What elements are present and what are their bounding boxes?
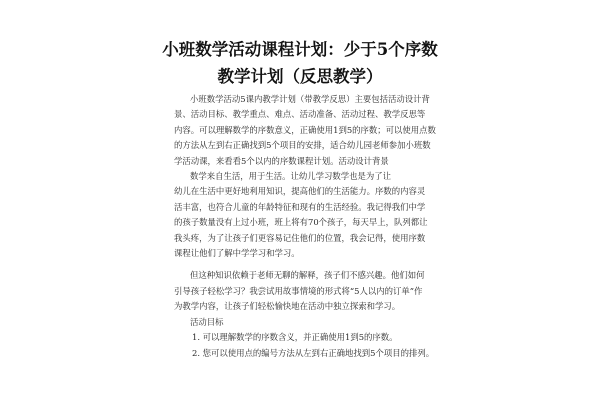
intro-line-5: 学活动课，来看看5个以内的序数课程计划。活动设计背景 (174, 155, 389, 166)
document-title-line-1: 小班数学活动课程计划：少于5个序数 (162, 40, 438, 59)
goal-item-2: 2. 您可以使用点的编号方法从左到右正确地找到5个项目的排列。 (192, 347, 435, 358)
background-line-2: 幼儿在生活中更好地利用知识，提高他们的生活能力。序数的内容灵 (174, 186, 426, 197)
background-line-6: 课程让他们了解中学学习和学习。 (174, 248, 300, 259)
background-line-3: 活丰富，也符合儿童的年龄特征和现有的生活经验。我记得我们中学 (174, 201, 426, 212)
intro-line-2: 景、活动目标、教学重点、难点、活动准备、活动过程、教学反思等 (174, 109, 426, 120)
paragraph-gap (174, 261, 598, 268)
background-line-5: 我头疼，为了让孩子们更容易记住他们的位置，我会记得，使用序数 (174, 232, 426, 243)
section-heading-activity-goals: 活动目标 (190, 316, 224, 327)
background-line-1: 数学来自生活，用于生活。让幼儿学习数学也是为了让 (190, 171, 391, 182)
goal-item-1: 1. 可以理解数学的序数含义，并正确使用1到5的序数。 (192, 332, 398, 343)
document-title-line-2: 教学计划（反思教学） (217, 67, 383, 86)
question-line-2: 引导孩子轻松学习？我尝试用故事情境的形式将“5人以内的订单”作 (174, 285, 423, 296)
question-line-3: 为教学内容，让孩子们轻松愉快地在活动中独立探索和学习。 (174, 301, 401, 312)
intro-line-4: 的方法从左到右正确找到5个项目的安排，适合幼儿园老师参加小班数 (174, 140, 431, 151)
document-body (174, 92, 598, 361)
background-line-4: 的孩子数量没有上过小班，班上将有70个孩子，每天早上，队列都让 (174, 217, 428, 228)
question-line-1: 但这种知识依赖于老师无聊的解释，孩子们不感兴趣。他们如何 (190, 270, 425, 281)
intro-line-1: 小班数学活动5课内教学计划（带教学反思）主要包括活动设计背 (190, 94, 430, 104)
intro-line-3: 内容。可以理解数学的序数意义，正确使用1到5的序数；可以使用点数 (174, 124, 436, 135)
